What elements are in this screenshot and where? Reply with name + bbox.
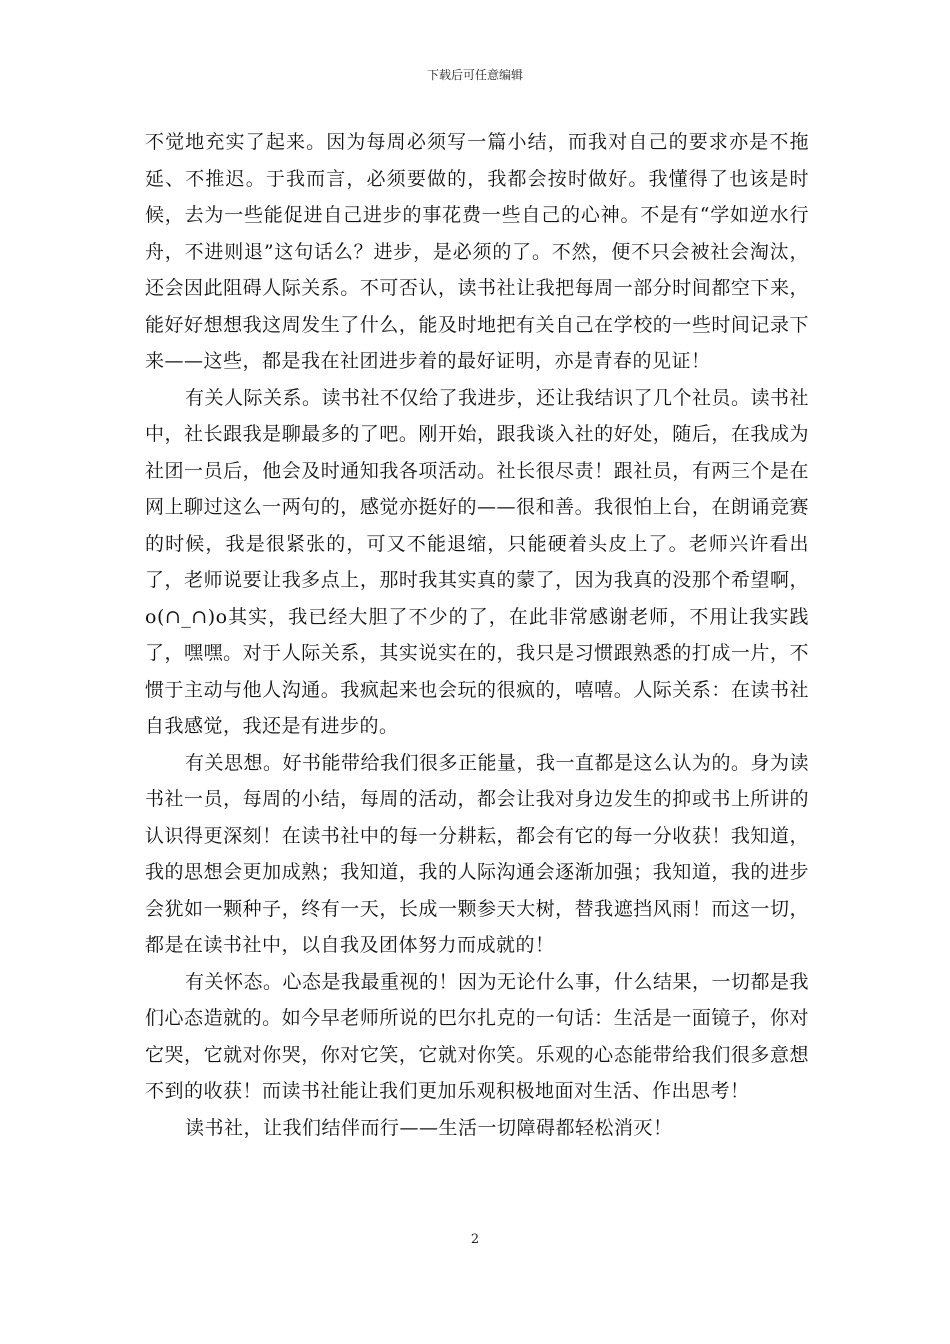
page-header: 下载后可任意编辑 [426,68,523,82]
paragraph-5: 读书社，让我们结伴而行——生活一切障碍都轻松消灭！ [185,1116,673,1139]
document-body [145,124,809,1146]
paragraph-1: 不觉地充实了起来。因为每周必须写一篇小结，而我对自己的要求亦是不拖延、不推迟。于我而言，必须要做的，我都会按时做好。我懂得了也该是时候，去为一些能促进自己进步的事花费一些自己的心神。不是有“学如逆水行舟，不进则退”这句话么？进步，是必须的了。不然，便不只会被社会淘汰，还会因此阻碍人际关系。不可否认，读书社让我把每周一部分时间都空下来，能好好想想我这周发生了什么，能及时地把有关自己在学校的一些时间记录下来——这些，都是我在社团进步着的最好证明，亦是青春的见证！ [145,131,809,372]
paragraph-2: 有关人际关系。读书社不仅给了我进步，还让我结识了几个社员。读书社中，社长跟我是聊最多的了吧。刚开始，跟我谈入社的好处，随后，在我成为社团一员后，他会及时通知我各项活动。社长很尽责！跟社员，有两三个是在网上聊过这么一两句的，感觉亦挺好的——很和善。我很怕上台，在朗诵竞赛的时候，我是很紧张的，可又不能退缩，只能硬着头皮上了。老师兴许看出了，老师说要让我多点上，那时我其实真的蒙了，因为我真的没那个希望啊，o(∩_∩)o其实，我已经大胆了不少的了，在此非常感谢老师，不用让我实践了，嘿嘿。对于人际关系，其实说实在的，我只是习惯跟熟悉的打成一片，不惯于主动与他人沟通。我疯起来也会玩的很疯的，嘻嘻。人际关系：在读书社自我感觉，我还是有进步的。 [145,386,810,737]
paragraph-3: 有关思想。好书能带给我们很多正能量，我一直都是这么认为的。身为读书社一员，每周的小结，每周的活动，都会让我对身边发生的抑或书上所讲的认识得更深刻！在读书社中的每一分耕耘，都会有它的每一分收获！我知道，我的思想会更加成熟；我知道，我的人际沟通会逐渐加强；我知道，我的进步会犹如一颗种子，终有一天，长成一颗参天大树，替我遮挡风雨！而这一切，都是在读书社中，以自我及团体努力而成就的！ [145,751,810,956]
paragraph-4: 有关怀态。心态是我最重视的！因为无论什么事，什么结果，一切都是我们心态造就的。如今早老师所说的巴尔扎克的一句话：生活是一面镜子，你对它哭，它就对你哭，你对它笑，它就对你笑。乐观的心态能带给我们很多意想不到的收获！而读书社能让我们更加乐观积极地面对生活、作出思考！ [145,970,810,1102]
page-number: 2 [470,1232,480,1247]
